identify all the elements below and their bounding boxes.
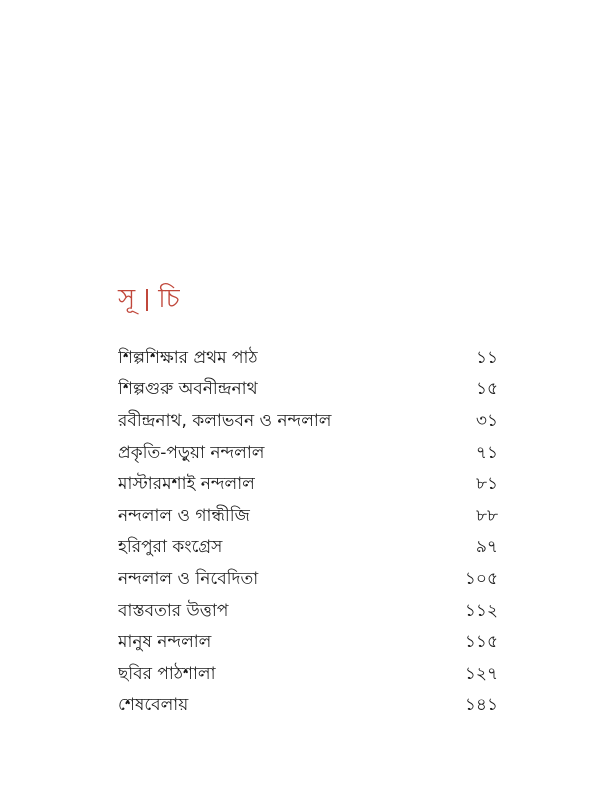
toc-entry-title: রবীন্দ্রনাথ, কলাভবন ও নন্দলাল bbox=[118, 410, 332, 431]
toc-entry-title: প্রকৃতি-পড়ুয়া নন্দলাল bbox=[118, 442, 265, 463]
toc-entry-page: ৩১ bbox=[475, 410, 498, 431]
toc-entry-title: মানুষ নন্দলাল bbox=[118, 632, 212, 653]
toc-entry-title: হরিপুরা কংগ্রেস bbox=[118, 537, 223, 558]
toc-entry-title: শিল্পগুরু অবনীন্দ্রনাথ bbox=[118, 379, 258, 400]
toc-entry-page: ১৫ bbox=[475, 379, 498, 400]
toc-entry-title: বাস্তবতার উত্তাপ bbox=[118, 600, 229, 621]
toc-entry[interactable] bbox=[118, 501, 498, 533]
toc-entry-page: ১১ bbox=[475, 347, 498, 368]
toc-entry[interactable] bbox=[118, 627, 498, 659]
toc-entry-page: ৯৭ bbox=[475, 537, 498, 558]
contents-heading bbox=[118, 280, 181, 320]
toc-entry[interactable] bbox=[118, 469, 498, 501]
toc-entry-page: ৮১ bbox=[475, 474, 498, 495]
toc-entry[interactable] bbox=[118, 533, 498, 565]
toc-entry-title: নন্দলাল ও নিবেদিতা bbox=[118, 568, 259, 589]
table-of-contents bbox=[118, 343, 498, 722]
toc-entry-page: ১১২ bbox=[464, 600, 498, 621]
toc-entry-page: ৮৮ bbox=[475, 505, 498, 526]
toc-entry-page: ১৪১ bbox=[464, 695, 498, 716]
toc-entry[interactable] bbox=[118, 375, 498, 407]
toc-entry[interactable] bbox=[118, 691, 498, 723]
toc-entry[interactable] bbox=[118, 659, 498, 691]
toc-entry-title: নন্দলাল ও গান্ধীজি bbox=[118, 505, 250, 526]
toc-entry-title: শিল্পশিক্ষার প্রথম পাঠ bbox=[118, 347, 258, 368]
toc-entry-page: ৭১ bbox=[475, 442, 498, 463]
toc-entry-title: মাস্টারমশাই নন্দলাল bbox=[118, 474, 255, 495]
toc-entry-title: শেষবেলায় bbox=[118, 695, 189, 716]
contents-heading-right: চি bbox=[158, 284, 181, 314]
toc-entry[interactable] bbox=[118, 564, 498, 596]
toc-entry[interactable] bbox=[118, 438, 498, 470]
heading-divider bbox=[146, 289, 148, 311]
toc-entry-page: ১১৫ bbox=[464, 632, 498, 653]
contents-heading-left: সূ bbox=[118, 284, 137, 314]
toc-entry-title: ছবির পাঠশালা bbox=[118, 663, 216, 684]
toc-entry[interactable] bbox=[118, 406, 498, 438]
toc-entry[interactable] bbox=[118, 596, 498, 628]
toc-entry-page: ১০৫ bbox=[464, 568, 498, 589]
toc-entry-page: ১২৭ bbox=[464, 663, 498, 684]
toc-entry[interactable] bbox=[118, 343, 498, 375]
